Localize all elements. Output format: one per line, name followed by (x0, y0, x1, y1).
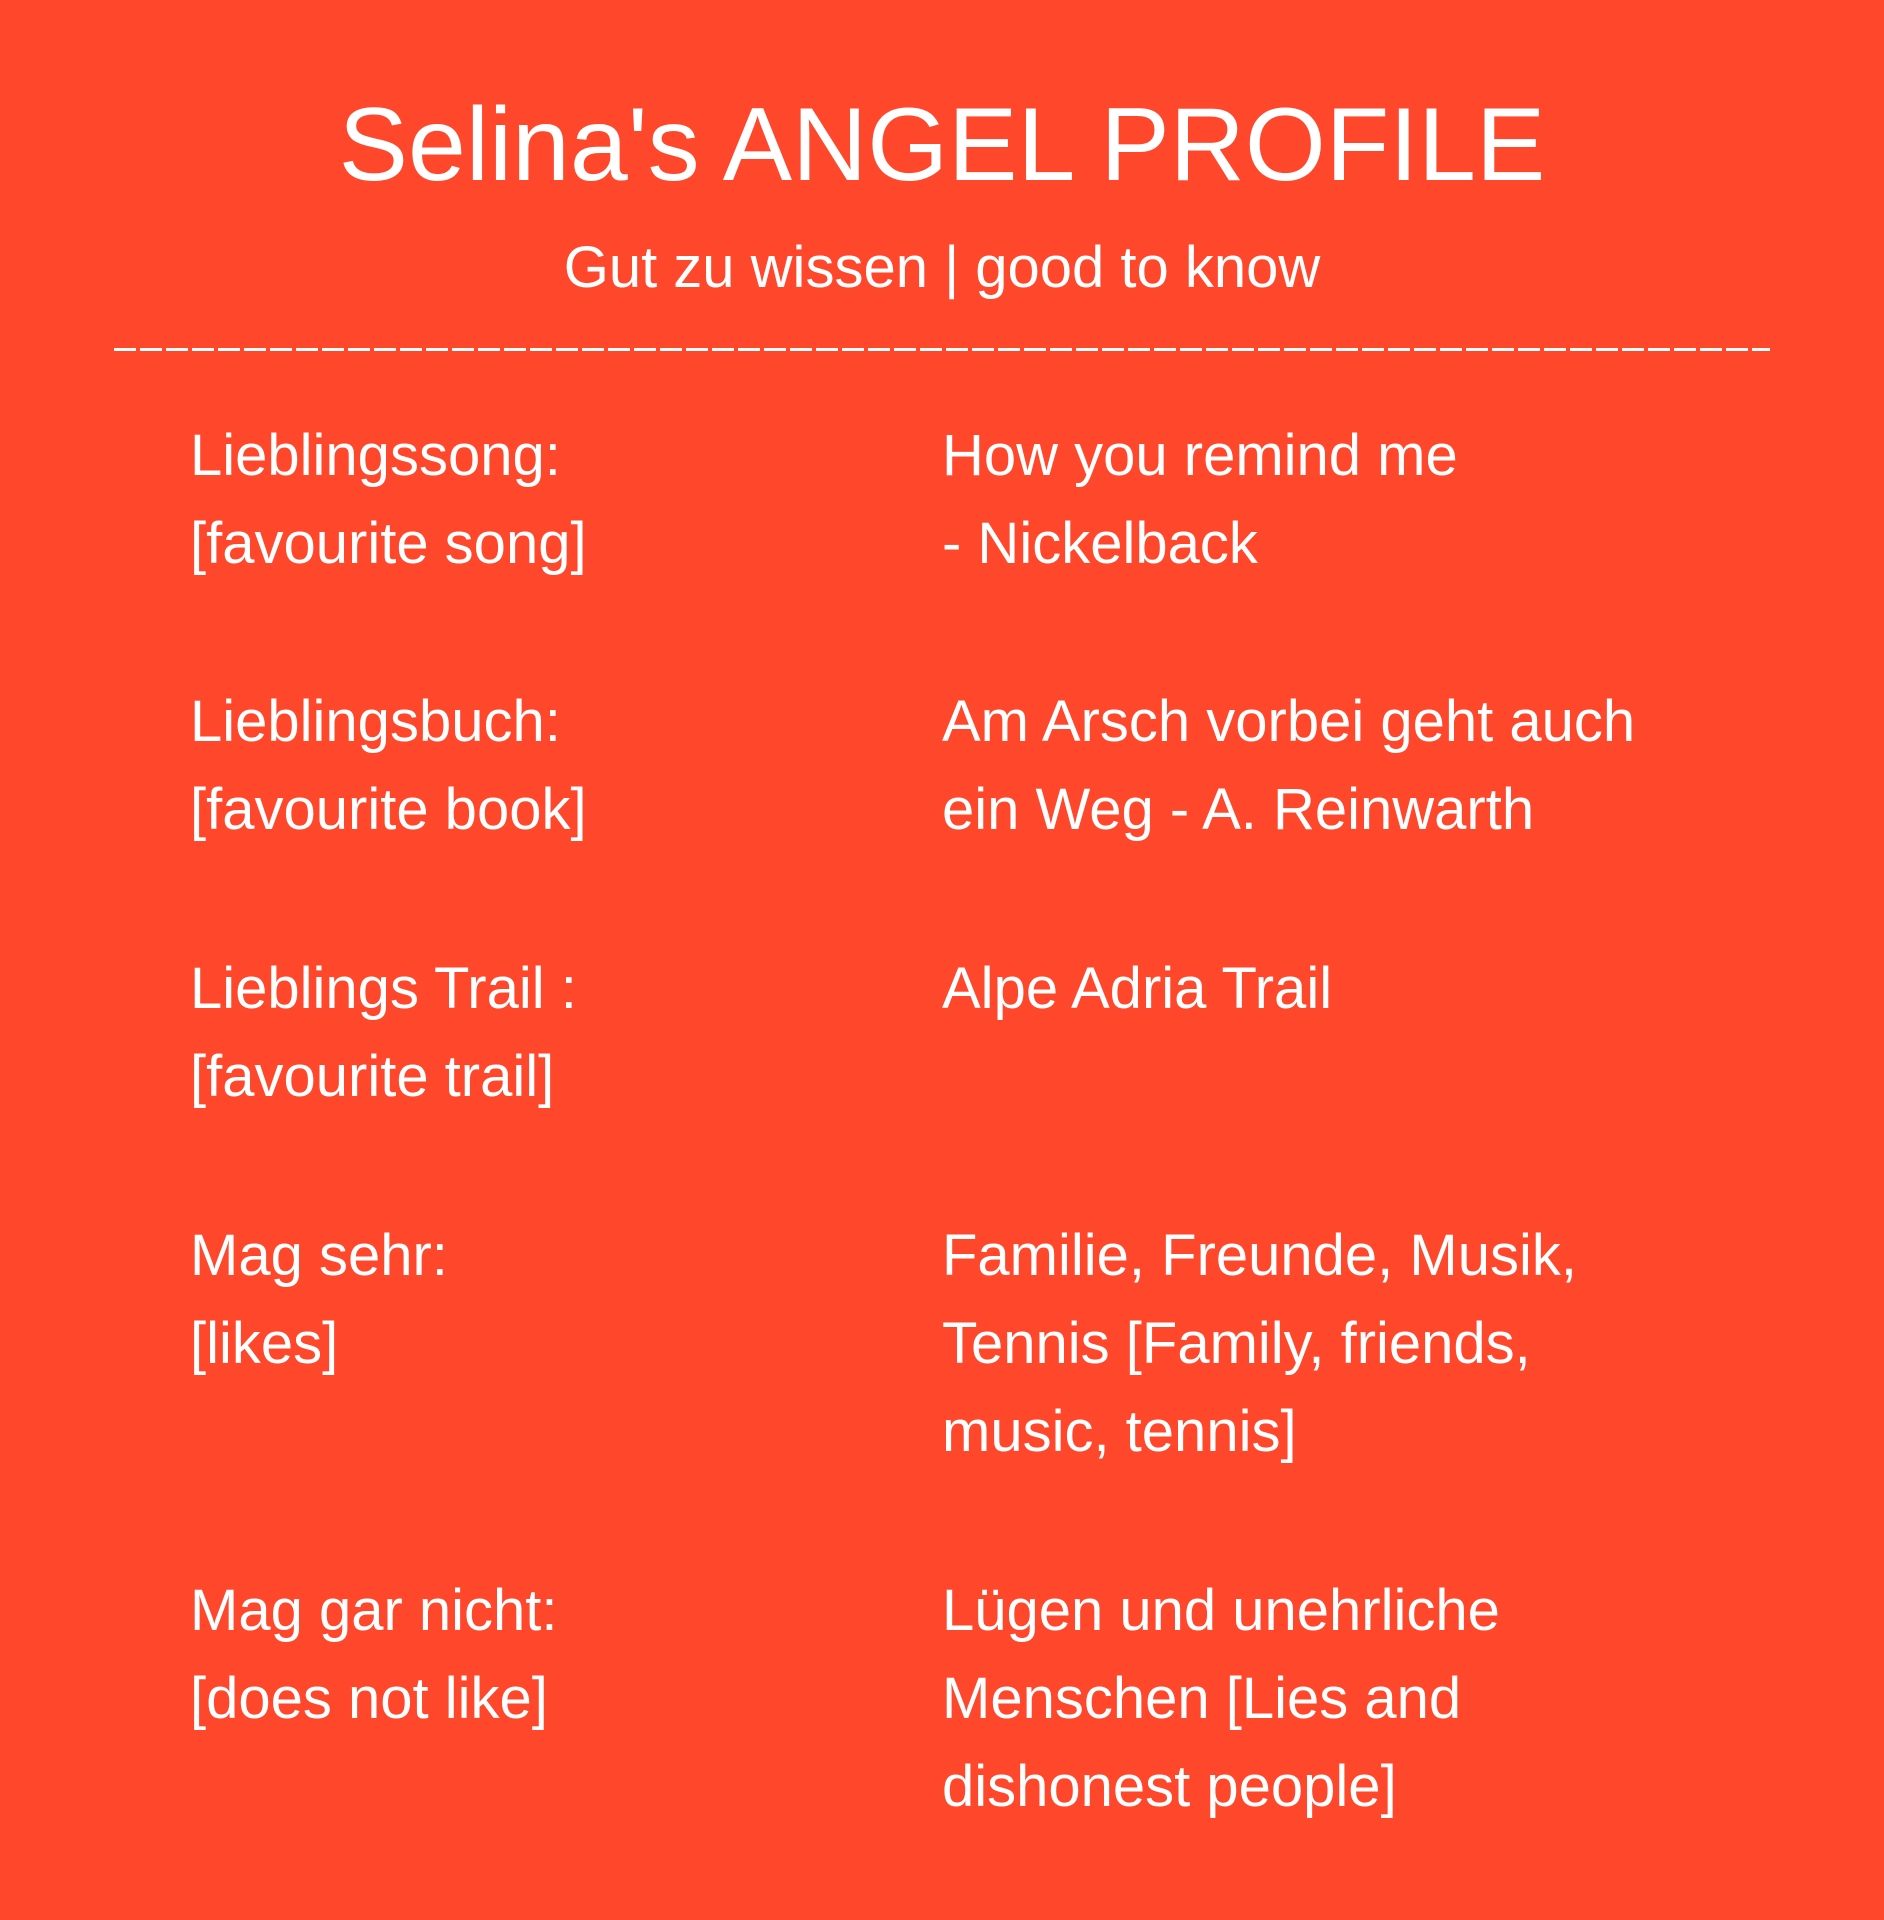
label-german: Lieblings Trail : (190, 956, 577, 1021)
value-line: Menschen [Lies and (942, 1666, 1462, 1731)
value-line: Am Arsch vorbei geht auch (942, 689, 1636, 754)
label-english: [likes] (190, 1311, 339, 1376)
row-label (190, 1567, 910, 1743)
label-english: [favourite trail] (190, 1044, 555, 1109)
row-label (190, 678, 910, 854)
row-value (942, 1212, 1742, 1476)
label-english: [favourite book] (190, 777, 587, 842)
label-german: Lieblingssong: (190, 423, 561, 488)
value-line: - Nickelback (942, 511, 1258, 576)
dashed-divider-line (114, 348, 1770, 351)
value-line: dishonest people] (942, 1754, 1397, 1819)
label-english: [favourite song] (190, 511, 587, 576)
row-value (942, 945, 1742, 1033)
value-line: music, tennis] (942, 1399, 1297, 1464)
label-german: Lieblingsbuch: (190, 689, 561, 754)
value-line: Lügen und unehrliche (942, 1578, 1500, 1643)
row-value (942, 1567, 1742, 1831)
row-value (942, 412, 1742, 588)
label-german: Mag sehr: (190, 1223, 448, 1288)
page-title: Selina's ANGEL PROFILE (338, 87, 1546, 203)
value-line: How you remind me (942, 423, 1458, 488)
value-line: Familie, Freunde, Musik, (942, 1223, 1577, 1288)
value-line: Alpe Adria Trail (942, 956, 1333, 1021)
value-line: ein Weg - A. Reinwarth (942, 777, 1535, 842)
value-line: Tennis [Family, friends, (942, 1311, 1531, 1376)
row-label (190, 412, 910, 588)
row-value (942, 678, 1742, 854)
label-german: Mag gar nicht: (190, 1578, 558, 1643)
page-subtitle: Gut zu wissen | good to know (563, 235, 1321, 300)
label-english: [does not like] (190, 1666, 548, 1731)
dashed-divider (114, 337, 1770, 361)
row-label (190, 945, 910, 1121)
row-label (190, 1212, 910, 1388)
